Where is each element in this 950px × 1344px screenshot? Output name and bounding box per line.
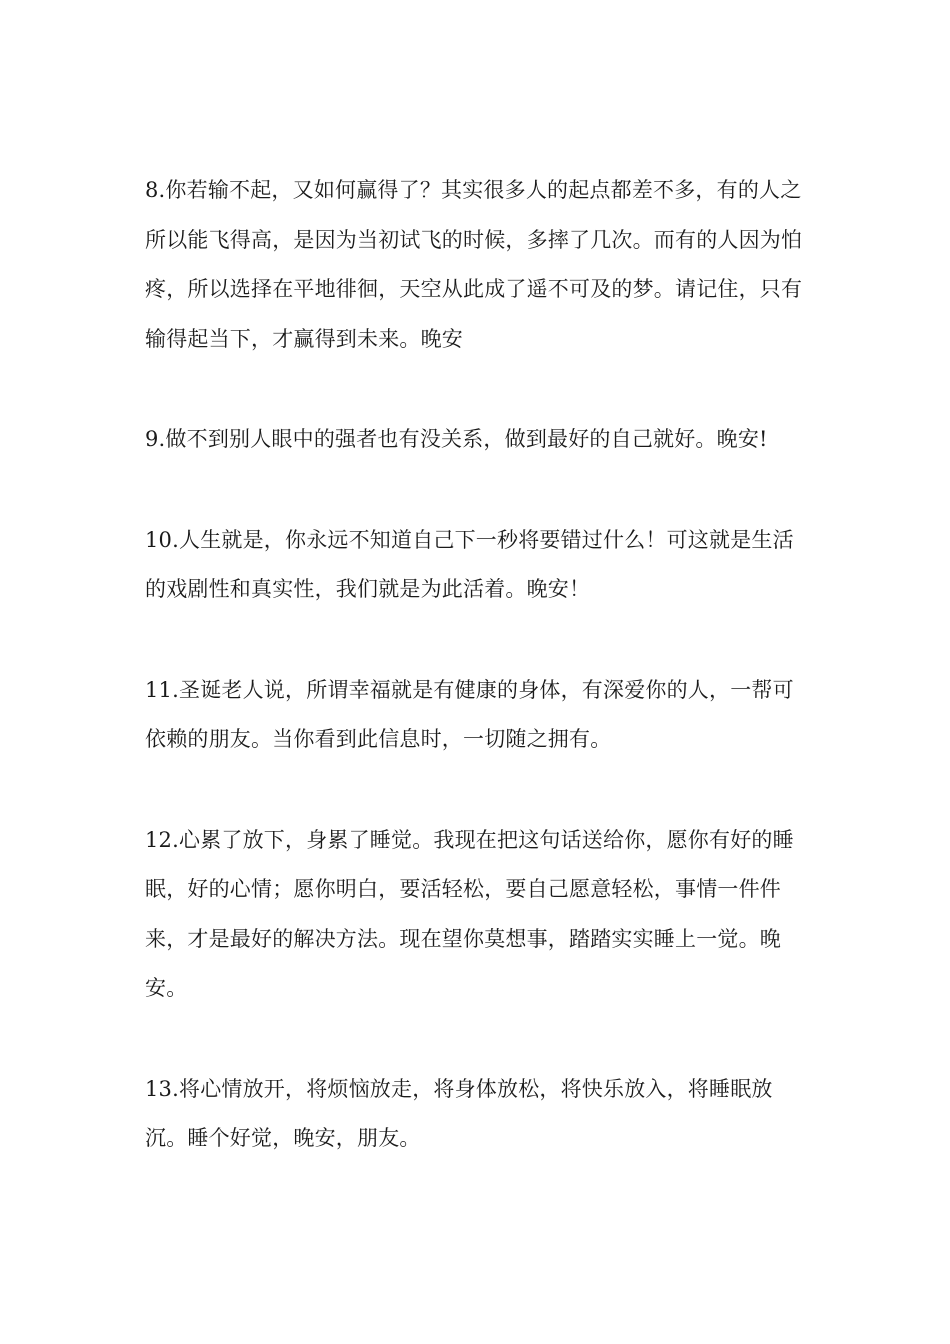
paragraph-11: 11.圣诞老人说，所谓幸福就是有健康的身体，有深爱你的人，一帮可依赖的朋友。当你看到此信息时，一切随之拥有。 — [145, 677, 794, 751]
document-body — [145, 166, 807, 1215]
paragraph-13: 13.将心情放开，将烦恼放走，将身体放松，将快乐放入，将睡眠放沉。睡个好觉，晚安，朋友。 — [145, 1076, 773, 1150]
paragraph-12: 12.心累了放下，身累了睡觉。我现在把这句话送给你，愿你有好的睡眠，好的心情；愿你明白，要活轻松，要自己愿意轻松，事情一件件来，才是最好的解决方法。现在望你莫想事，踏踏实实睡上一觉。晚安。 — [145, 827, 794, 1000]
paragraph-10: 10.人生就是，你永远不知道自己下一秒将要错过什么！可这就是生活的戏剧性和真实性，我们就是为此活着。晚安！ — [145, 527, 794, 601]
paragraph-9: 9.做不到别人眼中的强者也有没关系，做到最好的自己就好。晚安! — [145, 427, 768, 451]
paragraph-8: 8.你若输不起，又如何赢得了？其实很多人的起点都差不多，有的人之所以能飞得高，是因为当初试飞的时候，多摔了几次。而有的人因为怕疼，所以选择在平地徘徊，天空从此成了遥不可及的梦。请记住，只有输得起当下，才赢得到未来。晚安 — [145, 178, 803, 351]
